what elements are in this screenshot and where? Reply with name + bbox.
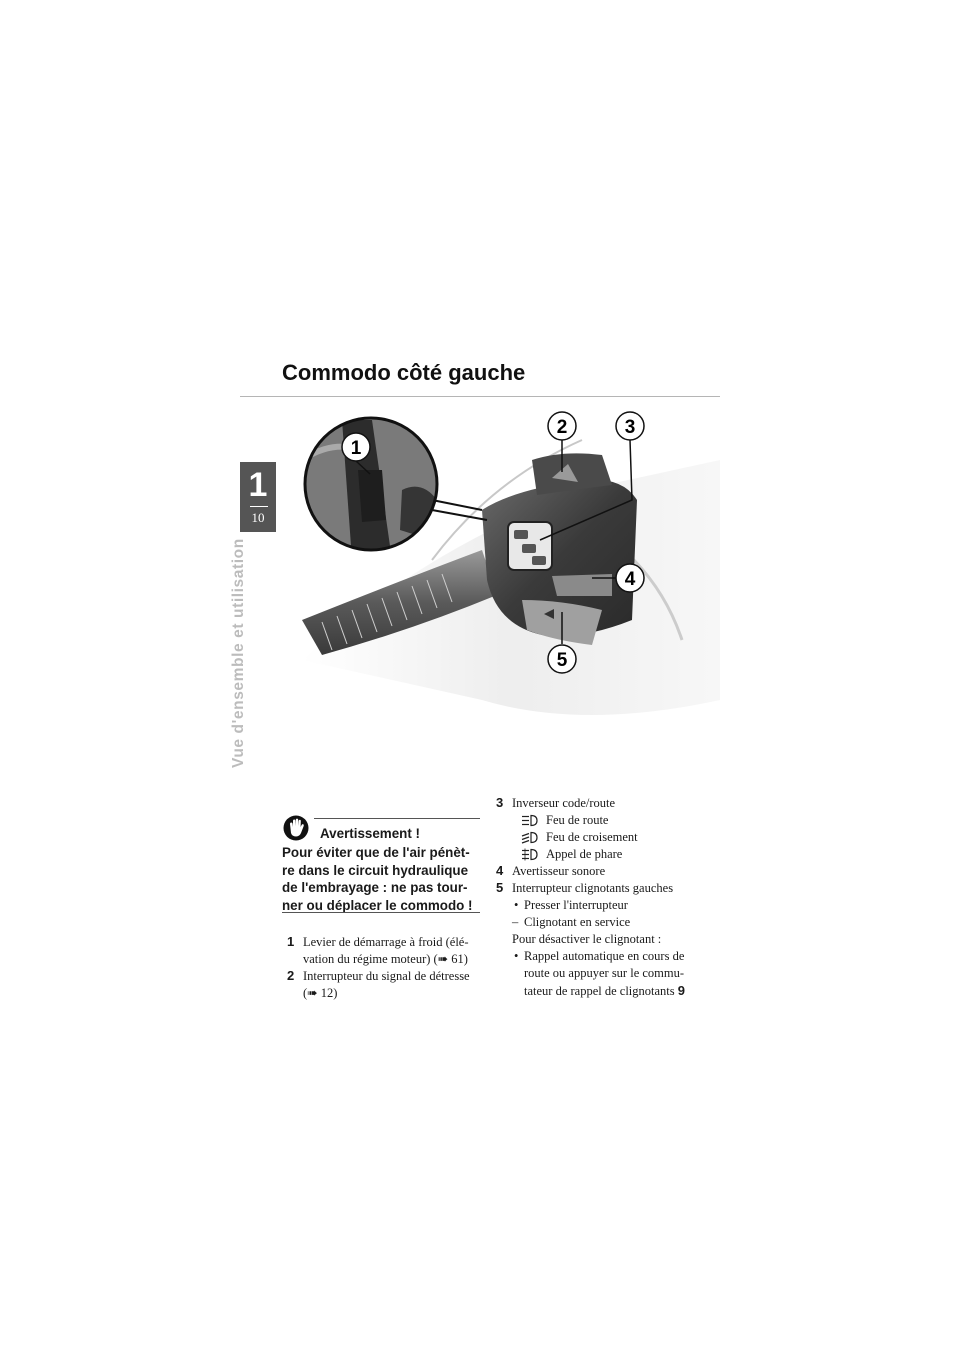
- item-number: 5: [496, 880, 504, 895]
- dash-marker: –: [512, 915, 519, 929]
- hand-stop-icon: [283, 815, 309, 841]
- list-item: [524, 948, 704, 1000]
- svg-text:3: 3: [624, 417, 636, 438]
- item-line: route ou appuyer sur le commu-: [524, 966, 685, 980]
- item-number: 4: [496, 863, 504, 878]
- low-beam-icon: [521, 831, 538, 844]
- warning-bottom-rule: [282, 912, 480, 913]
- bullet-marker: •: [514, 949, 519, 963]
- item-number: 2: [287, 968, 295, 983]
- side-chapter-title: Vue d'ensemble et utilisation: [230, 538, 247, 768]
- svg-text:4: 4: [624, 569, 636, 590]
- item-line: Rappel automatique en cours de: [524, 949, 685, 963]
- item-line: Interrupteur du signal de détresse: [303, 969, 470, 983]
- item-line: tateur de rappel de clignotants 9: [524, 983, 685, 998]
- svg-text:5: 5: [556, 650, 568, 671]
- item-reference: 9: [677, 983, 685, 998]
- list-item: Feu de croisement: [546, 830, 638, 844]
- item-number: 3: [496, 795, 504, 810]
- item-line: vation du régime moteur) (➠ 61): [303, 952, 468, 966]
- list-item: Avertisseur sonore: [512, 864, 606, 878]
- warning-line: re dans le circuit hydraulique: [282, 862, 469, 878]
- chapter-divider: [250, 506, 268, 507]
- list-item: Presser l'interrupteur: [524, 898, 628, 912]
- warning-line: ner ou déplacer le commodo !: [282, 897, 473, 913]
- list-item: Appel de phare: [546, 847, 623, 861]
- headlight-flasher-icon: [521, 848, 538, 861]
- svg-text:1: 1: [350, 438, 362, 459]
- svg-text:2: 2: [556, 417, 568, 438]
- high-beam-icon: [521, 814, 538, 827]
- warning-line: Pour éviter que de l'air pénèt-: [282, 845, 470, 860]
- title-divider: [240, 396, 720, 397]
- warning-top-rule: [314, 818, 480, 819]
- page-number: 10: [251, 510, 265, 525]
- item-line: (➠ 12): [303, 986, 338, 1000]
- page-title: Commodo côté gauche: [282, 360, 526, 385]
- list-item: Pour désactiver le clignotant :: [512, 932, 662, 946]
- warning-heading: Avertissement !: [320, 826, 420, 841]
- list-item: [303, 934, 483, 968]
- item-number: 1: [287, 934, 295, 949]
- warning-line: de l'embrayage : ne pas tour-: [282, 880, 468, 895]
- list-item: Feu de route: [546, 813, 609, 827]
- list-item: Clignotant en service: [524, 915, 631, 929]
- list-item: Inverseur code/route: [512, 796, 616, 810]
- left-handlebar-switch-illustration: [282, 400, 720, 770]
- chapter-number: 1: [248, 466, 268, 504]
- item-line: Levier de démarrage à froid (élé-: [303, 935, 469, 949]
- list-item: Interrupteur clignotants gauches: [512, 881, 674, 895]
- list-item: [303, 968, 483, 1002]
- warning-body: [282, 844, 480, 914]
- bullet-marker: •: [514, 898, 519, 912]
